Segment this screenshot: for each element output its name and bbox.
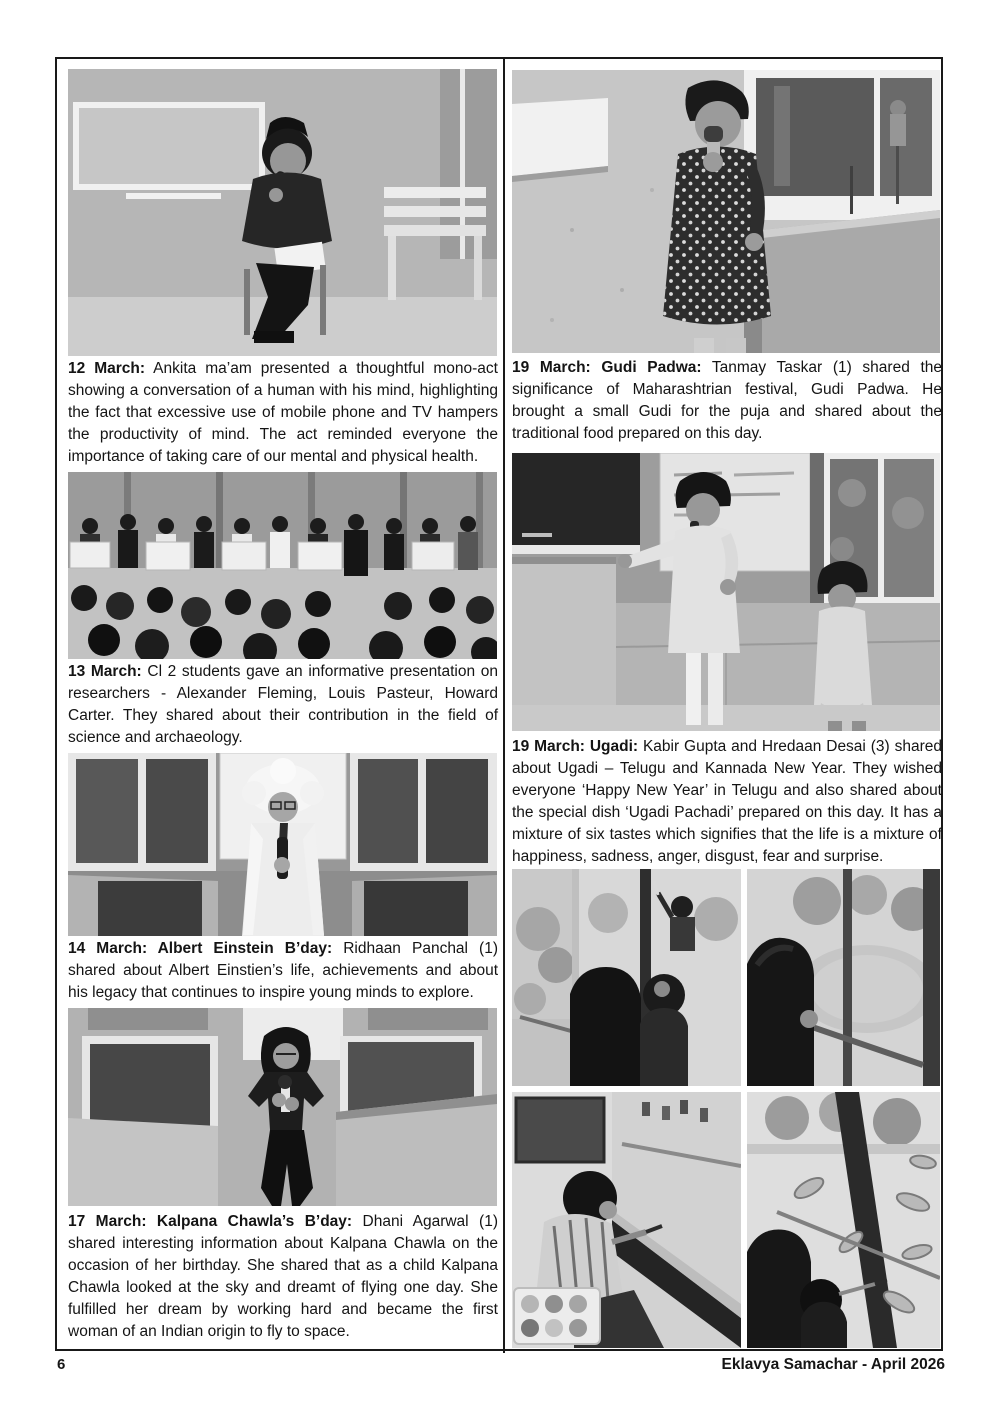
caption-12-march-lead: 12 March:	[68, 360, 146, 377]
photo-ugadi	[512, 453, 940, 731]
caption-19-march-ugadi	[512, 736, 942, 868]
caption-gudi-padwa-lead: 19 March: Gudi Padwa:	[512, 359, 702, 376]
caption-13-march-body: Cl 2 students gave an informative presentation on researchers - Alexander Fleming, Louis Pasteur, Howard Carter. They shared about their contribution in the field of science and archaeology.	[68, 663, 498, 746]
caption-14-march-lead: 14 March: Albert Einstein B’day:	[68, 940, 333, 957]
photo-glass-leaves-art	[747, 1092, 940, 1348]
caption-12-march-body: Ankita ma’am presented a thoughtful mono-act showing a conversation of a human with his mind, highlighting the fact that excessive use of mobile phone and TV hampers the productivity of mind. The act reminded everyone the importance of taking care of our mental and physical health.	[68, 360, 498, 465]
photo-window-watch-art	[512, 869, 741, 1086]
caption-ugadi-body: Kabir Gupta and Hredaan Desai (3) shared about Ugadi – Telugu and Kannada New Year. They wished everyone ‘Happy New Year’ in Telugu and also shared about the special dish ‘Ugadi Pachadi’ prepared on this day. It has a mixture of six tastes which signifies that the life is a mixture of happiness, sadness, anger, disgust, fear and surprise.	[512, 738, 942, 865]
photo-collage-row-1	[512, 869, 940, 1086]
photo-kalpana-art	[68, 1008, 497, 1206]
photo-gudi-padwa	[512, 70, 940, 353]
photo-researchers-art	[68, 472, 497, 659]
footer-newsletter-title: Eklavya Samachar - April 2026	[721, 1356, 945, 1373]
caption-17-march-body: Dhani Agarwal (1) shared interesting information about Kalpana Chawla on the occasion of her birthday. She shared that as a child Kalpana Chawla looked at the sky and dreamt of flying one day. She fulfilled her dream by working hard and became the first woman of an Indian origin to fly to space.	[68, 1213, 498, 1340]
caption-14-march-body: Ridhaan Panchal (1) shared about Albert Einstien’s life, achievements and about his legacy that continues to inspire young minds to explore.	[68, 940, 498, 1001]
photo-window-painting	[512, 1092, 741, 1348]
photo-mono-act	[68, 69, 497, 356]
caption-13-march	[68, 661, 498, 749]
photo-mono-act-art	[68, 69, 497, 356]
photo-einstein	[68, 753, 497, 936]
photo-glass-leaves	[747, 1092, 940, 1348]
caption-ugadi-lead: 19 March: Ugadi:	[512, 738, 639, 755]
photo-window-painting-art	[512, 1092, 741, 1348]
photo-ugadi-art	[512, 453, 940, 731]
photo-einstein-art	[68, 753, 497, 936]
caption-13-march-lead: 13 March:	[68, 663, 142, 680]
photo-window-watch	[512, 869, 741, 1086]
caption-12-march	[68, 358, 498, 468]
column-divider	[503, 57, 505, 1353]
caption-17-march-lead: 17 March: Kalpana Chawla’s B’day:	[68, 1213, 353, 1230]
caption-gudi-padwa-body: Tanmay Taskar (1) shared the significance of Maharashtrian festival, Gudi Padwa. He brought a small Gudi for the puja and shared about the traditional food prepared on this day.	[512, 359, 942, 442]
photo-researchers	[68, 472, 497, 659]
caption-19-march-gudi-padwa	[512, 357, 942, 445]
photo-kalpana	[68, 1008, 497, 1206]
footer-page-number: 6	[57, 1356, 66, 1373]
photo-window-lookout-art	[747, 869, 940, 1086]
caption-17-march	[68, 1211, 498, 1343]
photo-collage-row-2	[512, 1092, 940, 1348]
photo-gudi-padwa-art	[512, 70, 940, 353]
photo-window-lookout	[747, 869, 940, 1086]
caption-14-march	[68, 938, 498, 1004]
